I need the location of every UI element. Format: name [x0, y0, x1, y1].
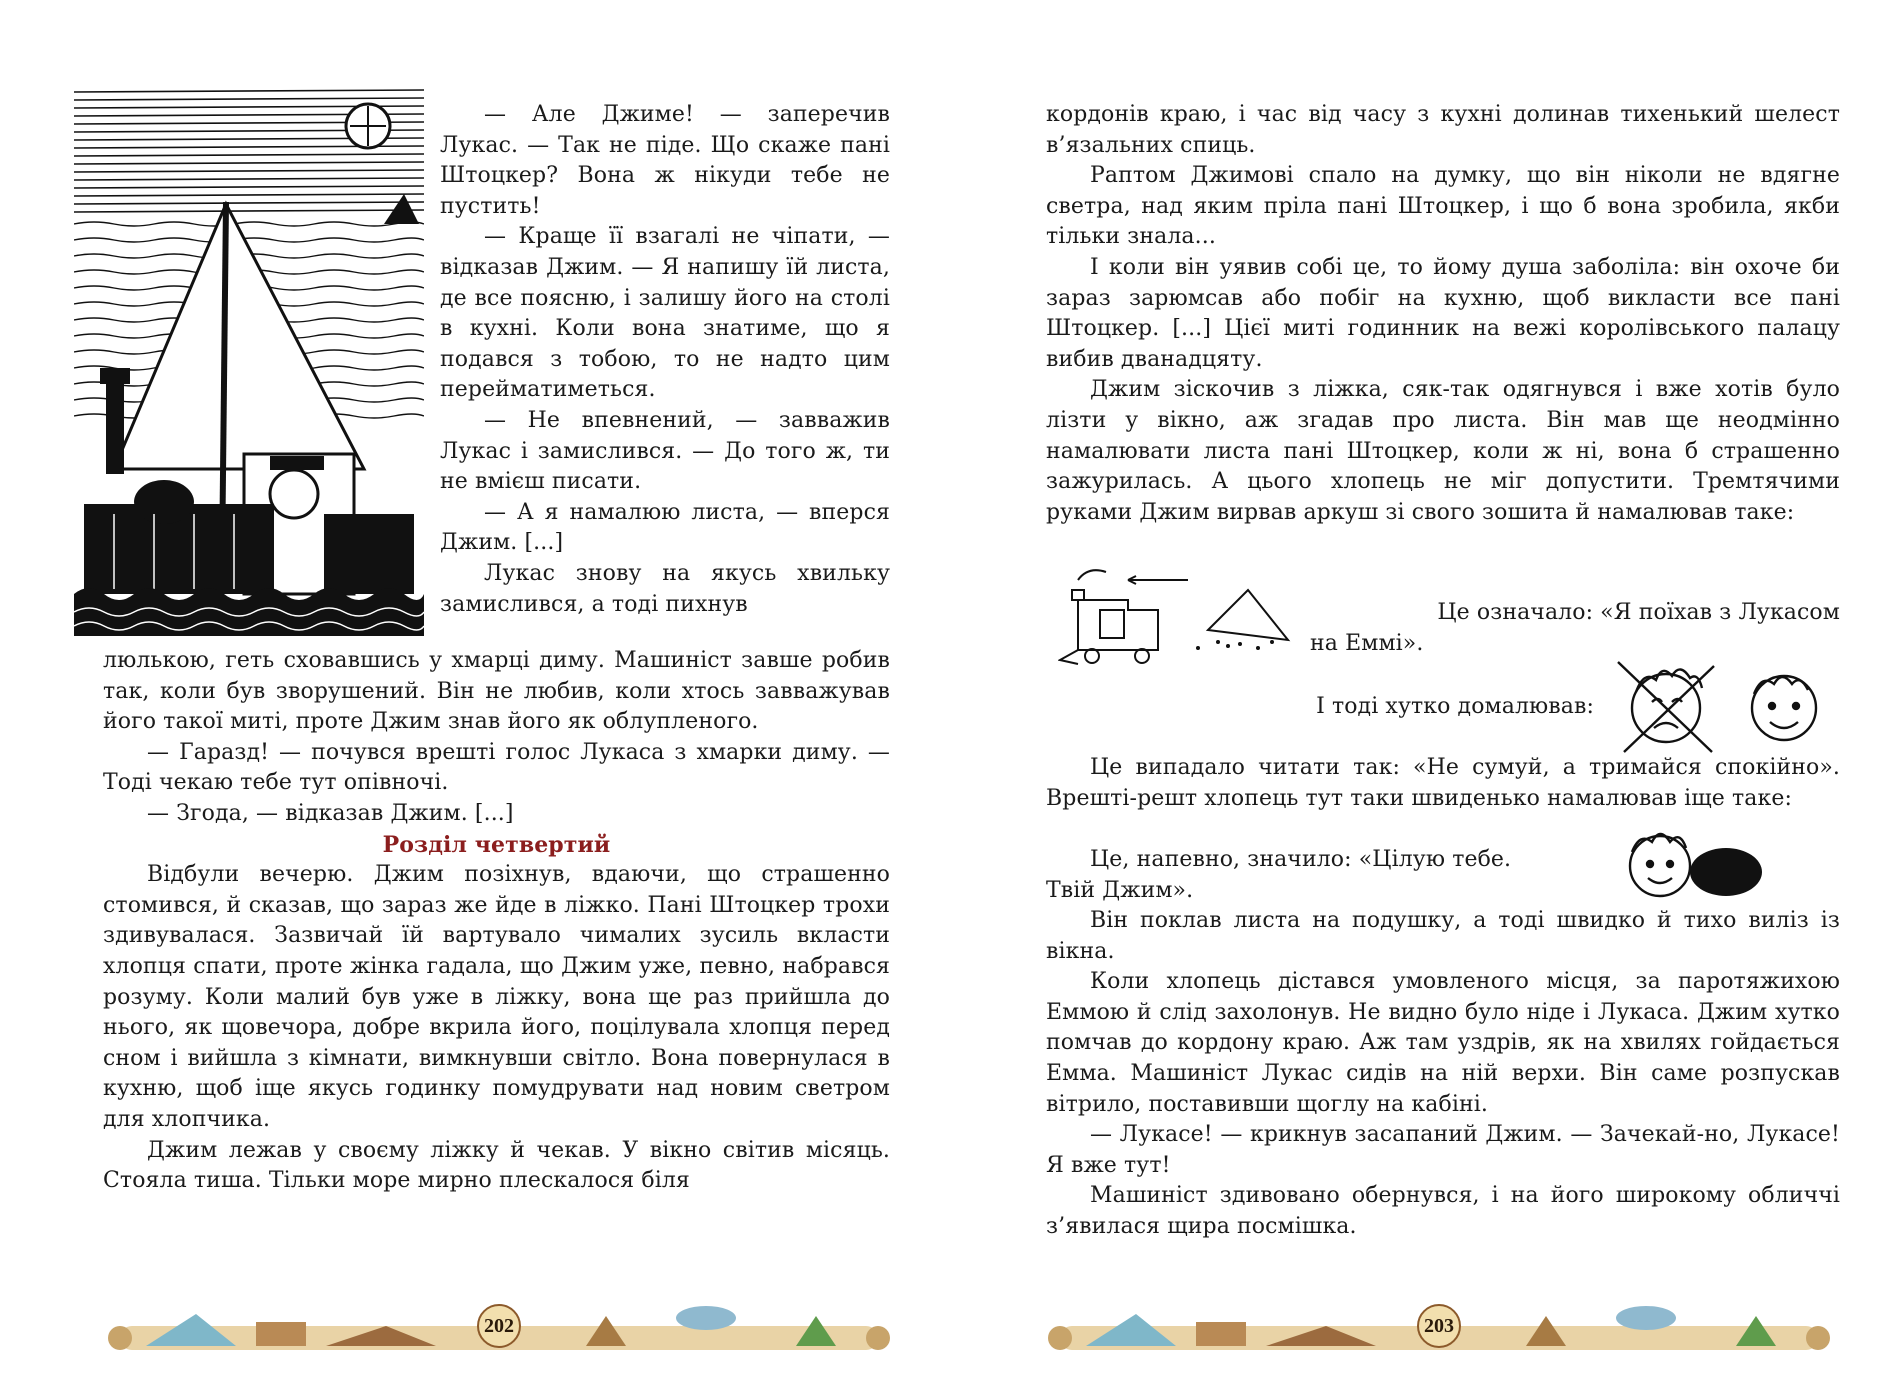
paragraph: Відбули вечерю. Джим позіхнув, вдаючи, що страшенно стомився, й сказав, що зараз же йде в ліжко. Пані Штоцкер трохи здивувалася. Зазвичай їй вартувало чималих зусиль вкласти хлопця спати, проте жінка гадала, що Джим уже, певно, набрався розуму. Коли малий був уже в ліжку, вона ще раз прийшла до нього, як щовечора, добре вкрила його, поцілувала хлопця перед сном і вийшла з кімнати, вимкнувши світло. Вона повернулася в кухню, щоб іще якусь годинку помудрувати над новим светром для хлопчика.: [103, 862, 890, 1132]
paragraph: Джим зіскочив з ліжка, сяк-так одягнувся і вже хотів було лізти у вікно, аж згадав про листа. Він мав ще неодмінно намалювати листа пані Штоцкер, коли ж ні, вона б страшенно зажурилась. А цього хлопець не міг допустити. Тремтячими руками Джим вирвав аркуш зі свого зошита й намалював таке:: [1046, 377, 1840, 525]
footer-ornament: [1046, 1296, 1832, 1360]
left-top-column: [440, 100, 890, 620]
right-bottom-column: [1046, 906, 1840, 1243]
paragraph: — Краще її взагалі не чіпати, — відказав Джим. — Я напишу їй листа, де все поясню, і залишу його на столі в кухні. Коли вона знатиме, що я подався з тобою, то не надто цим перейматиметься.: [440, 224, 890, 403]
paragraph: Коли хлопець дістався умовленого місця, за паротяжихою Еммою й слід захолонув. Не видно було ніде і Лукаса. Джим хутко помчав до кордону краю. Аж там уздрів, як на хвилях гойдається Емма. Машиніст Лукас сидів на ній верхи. Він саме розпускав вітрило, поставивши щоглу на кабіні.: [1046, 969, 1840, 1117]
caption-line: Це, напевно, значило: «Цілую тебе.: [1090, 847, 1512, 872]
page-number: 202: [477, 1304, 521, 1348]
paragraph: Машиніст здивовано обернувся, і на його широкому обличчі з’явилася щира посмішка.: [1046, 1183, 1840, 1239]
left-main-column: [103, 646, 890, 1197]
doodle-kiss-signature: [1614, 816, 1764, 902]
right-middle-column: [1046, 753, 1840, 814]
doodle-locomotive-island: [1058, 560, 1320, 690]
paragraph: — Гаразд! — почувся врешті голос Лукаса з хмарки диму. — Тоді чекаю тебе тут опівночі.: [103, 739, 890, 796]
doodle1-caption: [1310, 598, 1840, 659]
paragraph: Раптом Джимові спало на думку, що він ніколи не вдягне светра, над яким пріла пані Штоцкер, і що б вона зробила, якби тільки знала...: [1046, 163, 1840, 250]
doodle2-caption: І тоді хутко домалював:: [1316, 694, 1594, 719]
paragraph: Це випадало читати так: «Не сумуй, а тримайся спокійно». Врешті-решт хлопець тут таки швиденько намалював іще таке:: [1046, 755, 1840, 811]
right-top-column: [1046, 100, 1840, 528]
page-number: 203: [1417, 1304, 1461, 1348]
paragraph: люлькою, геть сховавшись у хмарці диму. Машиніст завше робив так, коли був зворушений. Він не любив, коли хтось завважував його такої миті, проте Джим знав його як облупленого.: [103, 648, 890, 735]
paragraph: І коли він уявив собі це, то йому душа заболіла: він охоче би зараз зарюмсав або побіг на кухню, щоб викласти все пані Штоцкер. [...] Цієї миті годинник на вежі королівського палацу вибив дванадцяту.: [1046, 254, 1840, 372]
paragraph: — Не впевнений, — завважив Лукас і замислився. — До того ж, ти не вмієш писати.: [440, 407, 890, 495]
illustration-locomotive-boat: [74, 84, 424, 636]
doodle-sad-and-happy-faces: [1602, 652, 1844, 756]
right-page: [952, 0, 1904, 1400]
caption-line: на Еммі».: [1310, 630, 1424, 656]
paragraph: Джим лежав у своєму ліжку й чекав. У вікно світив місяць. Стояла тиша. Тільки море мирно плескалося біля: [103, 1137, 890, 1194]
paragraph: — Згода, — відказав Джим. [...]: [147, 800, 514, 826]
paragraph: — Лукасе! — крикнув засапаний Джим. — Зачекай-но, Лукасе! Я вже тут!: [1046, 1122, 1840, 1178]
paragraph: Він поклав листа на подушку, а тоді швидко й тихо виліз із вікна.: [1046, 908, 1840, 964]
paragraph: — Але Джиме! — заперечив Лукас. — Так не піде. Що скаже пані Штоцкер? Вона ж нікуди тебе не пустить!: [440, 102, 890, 219]
caption-line: Твій Джим».: [1046, 877, 1194, 903]
caption-line: Це означало: «Я поїхав з Лукасом: [1437, 600, 1840, 625]
paragraph: Лукас знову на якусь хвильку замислився, а тоді пихнув: [440, 560, 890, 617]
paragraph: кордонів краю, і час від часу з кухні долинав тихенький шелест в’язальних спиць.: [1046, 102, 1840, 158]
chapter-title: Розділ четвертий: [382, 831, 611, 858]
footer-ornament: [106, 1296, 892, 1360]
doodle3-caption: [1046, 845, 1606, 906]
paragraph: — А я намалюю листа, — вперся Джим. [...]: [440, 499, 890, 556]
